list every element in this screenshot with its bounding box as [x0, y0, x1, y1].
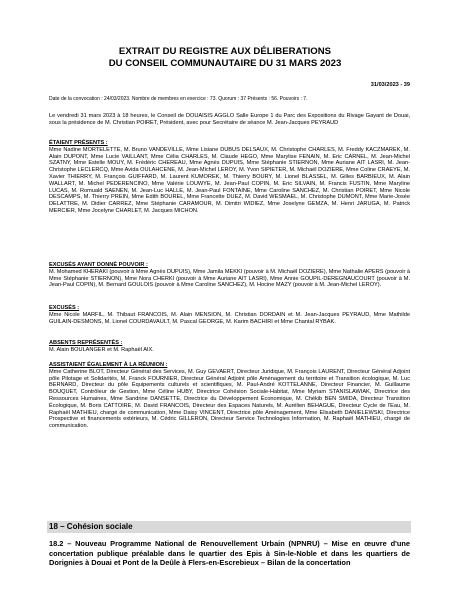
subsection-title: 18.2 – Nouveau Programme National de Renouvellement Urbain (NPNRU) – Mise en œuvre d'une concertation publique préalable dans le quartier des Epis à Sin-le-Noble et dans les quartiers de Dorignies à Douai et Pont de la Deûle à Flers-en-Escrebieux – Bilan de la concertation: [49, 539, 410, 568]
intro-text: Le vendredi 31 mars 2023 à 18 heures, le Conseil de DOUAISIS AGGLO Salle Europe 1 du Parc des Expositions du Rivage Gayant de Douai, sous la présidence de M. Christian POIRET, Président, avec pour Secrétaire de séance M. Jean-Jacques PEYRAUD: [49, 113, 410, 126]
presents-text: Mme Nadine MORTELETTE, M. Bruno VANDEVILLE, Mme Lisiane DUBUS DELSAUX, M. Christophe CHARLES, M. Freddy KACZMAREK, M. Alain DUPONT, Mme Lucie VAILLANT, Mme Célia CHARLES, M. Claude HEGO, Mme Marylise FENAIN, M. Eric CARNEL, M. Jean-Michel SZATNY, Mme Estelle MOUY, M. Frédéric CHEREAU, Mme Agnès DUPUIS, Mme Stéphanie STIERNON, Mme Auriane AIT LASRI, M. Jean-Christophe LECLERCQ, Mme Avida OULAHCENE, M. Jean-Michel LEROY, M. Yvon SIPIETER, M. Michaël DOZIERE, Mme Coline CRAEYE, M. Xavier THIERRY, M. François GUIFFARD, M. Laurent KUMOREK, M. Thierry BOURY, M. Lionel BLASSEL, M. Gilles BARBIEUX, M. Alain WALLART, M. Michel PEDERENCINO, Mme Valérie LOUWYE, M. Jean-Paul COPIN, M. Eric SILVAIN, M. Francis FUSTIN, Mme Maryline LUCAS, M. Romuald SAENEN, M. Jean-Luc HALLE, M. Jean-Paul FONTAINE, Mme Caroline SANCHEZ, M. Christian POIRET, Mme Nicole DESCAMPS, M. Thierry PREIN, Mme Edith BOUREL, Mme Francette DUEZ, M. David WESMAEL, M. Christophe DUMONT, Mme Marie-Josée DELATTRE, M. Didier CARREZ, Mme Stéphanie CARAMOUR, M. Dimitri WIDIEZ, Mme Joselyne GEMZA, M. Henri JARUGA, M. Patrick MERCIER, Mme Jocelyne CHARLET, M. Jacques MICHON.: [49, 146, 410, 214]
section-heading: 18 – Cohésion sociale: [49, 522, 133, 531]
presents-heading: ÉTAIENT PRÉSENTS :: [49, 140, 108, 146]
absents-text: M. Alain BOULANGER et M. Raphaël AIX.: [49, 346, 154, 353]
document-title: [39, 46, 411, 70]
section-heading-bar: [47, 521, 411, 533]
excuses-heading: EXCUSÉS :: [49, 305, 80, 311]
presents-block: [49, 140, 410, 215]
assistaient-heading: ASSISTAIENT ÉGALEMENT À LA RÉUNION :: [49, 362, 168, 368]
excuses-pouvoir-heading: EXCUSÉS AYANT DONNÉ POUVOIR :: [49, 262, 148, 268]
title-line-1: EXTRAIT DU REGISTRE AUX DÉLIBERATIONS: [118, 46, 332, 57]
excuses-pouvoir-block: [49, 262, 410, 289]
excuses-block: [49, 305, 410, 325]
assistaient-text: Mme Catherine BLOT, Directeur Général des Services, M. Guy GEVAERT, Directeur Juridique, M. François LAURENT, Directeur Général Adjoint pôle Pilotage et Solidarités, M. Franck FOURNIER, Directeur Général Adjoint pôle Aménagement du territoire et Transition écologique, M. Luc BERNARD, Directeur du pôle Équipements culturels et scientifiques, M. Paul-André KOTTELANNE, Directeur Financier, M. Guillaume BOUQUET, Contrôleur de Gestion, Mme Céline HUBY, Directrice Cohésion Sociale-Habitat, Mme Myriam STANISLAWIAK, Directrice des Ressources Humaines, Mme Sandrine DANSETTE, Directrice du Développement Économique, M. Chékib BEN SMIDA, Directeur Transition Écologique, M. Boris CATTOIRE, M. David FRANCOIS, Directeur des Espaces Naturels, M. Aurélien BEHAGUE, Directeur Cycle de l'Eau, M. Raphaël MATHIEU, chargé de communication, Mme Daisy VINCENT, Directrice pôle Aménagement, Mme Elisabeth DANIELEWSKI, Directrice Prospective et financements extérieurs, M. Cédric GILLERON, Directeur Service Technologies Information, M. Raphaël MATHIEU, chargé de communication.: [49, 368, 410, 430]
absents-heading: ABSENTS REPRÉSENTÉS :: [49, 340, 123, 346]
deliberation-reference: 31/03/2023 - 39: [370, 82, 410, 88]
excuses-pouvoir-text: M. Mohamed KHERAKI (pouvoir à Mme Agnès DUPUIS), Mme Jamila MEKKI (pouvoir à M. Michaël DOZIERE), Mme Nathalie APERS (pouvoir à Mme Stéphanie STIERNON), Mme Nora CHERKI (pouvoir à Mme Auriane AIT LASRI), Mme Annie GOUPIL-DEREGNAUCOURT (pouvoir à M. Jean-Paul COPIN), M. Bernard GOULOIS (pouvoir à Mme Caroline SANCHEZ), M. Hocine MAZY (pouvoir à M. Jean-Michel LEROY).: [49, 268, 410, 289]
title-line-2: DU CONSEIL COMMUNAUTAIRE DU 31 MARS 2023: [108, 58, 342, 69]
convocation-meta: Date de la convocation : 24/03/2023. Nombre de membres en exercice : 73. Quorum : 37 Présents : 56. Pouvoirs : 7.: [49, 96, 308, 102]
assistaient-block: [49, 362, 410, 430]
intro-paragraph: [49, 113, 410, 127]
absents-block: [49, 340, 410, 354]
excuses-text: Mme Nicole MARFIL, M. Thibaut FRANCOIS, M. Alain MENSION, M. Christian DORDAIN et M. Jean-Jacques PEYRAUD, Mme Mathilde GUILAIN-DESMONS, M. Lionel COURDAVAULT, M. Pascal GEORGE, M. Karim BACHIRI et Mme Chantal RYBAK.: [49, 311, 410, 325]
